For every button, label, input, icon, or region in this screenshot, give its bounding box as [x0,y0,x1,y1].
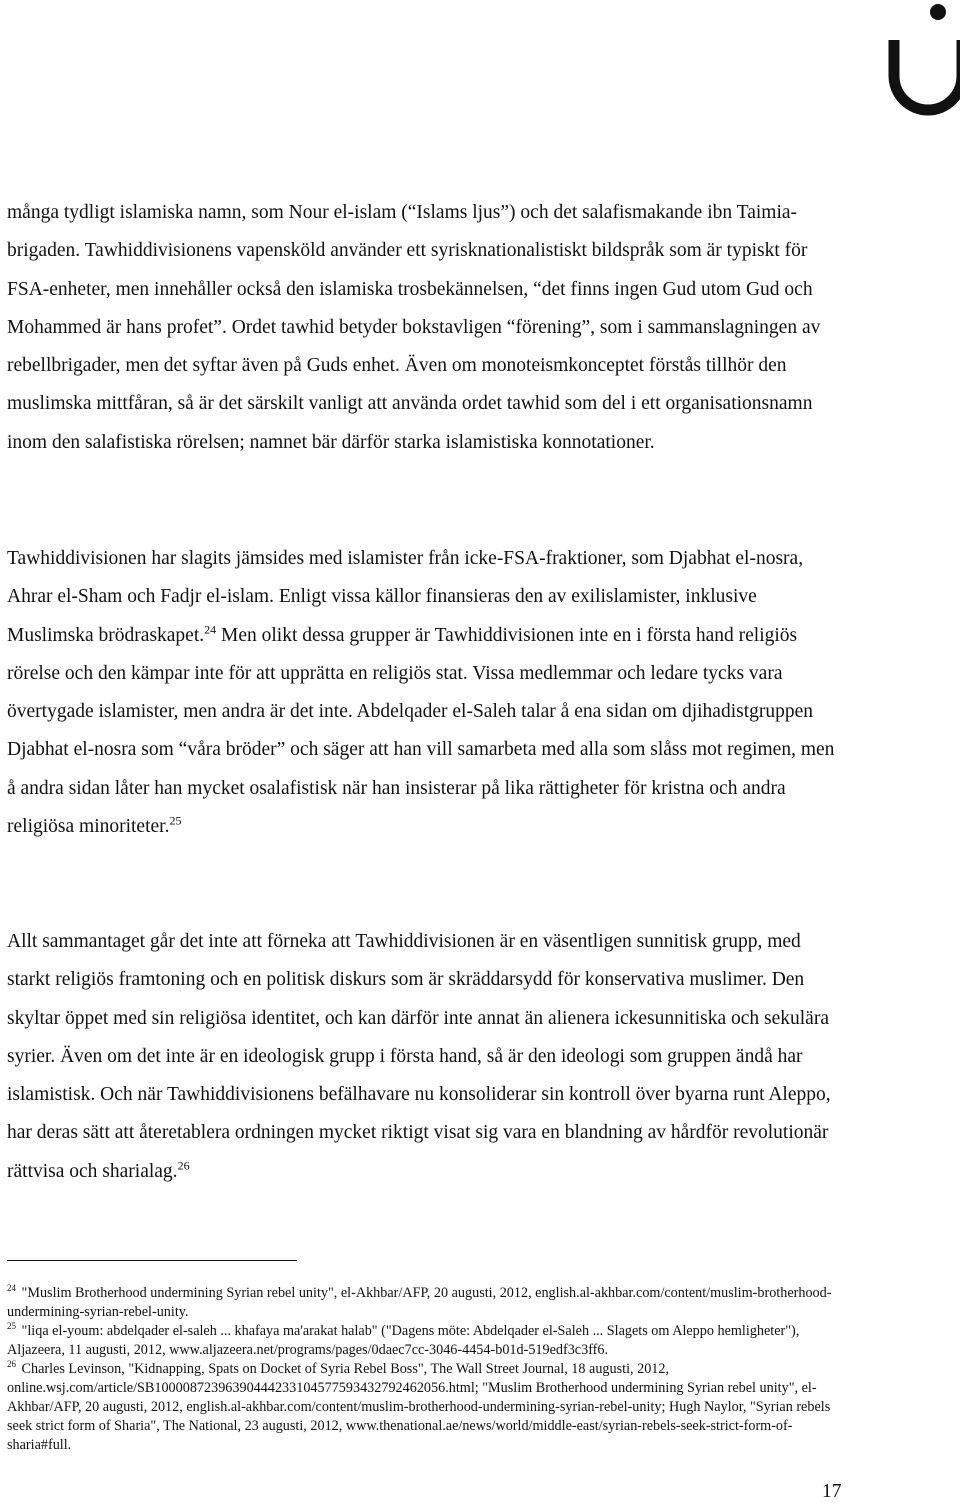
footnote-number: 25 [7,1321,16,1332]
u-umlaut-logo-icon [880,0,960,124]
footnote-26 [7,1360,837,1455]
footnote-ref-25[interactable]: 25 [169,813,182,828]
footnote-text: "Muslim Brotherhood undermining Syrian rebel unity", el-Akhbar/AFP, 20 augusti, 2012, english.al-akhbar.com/content/muslim-brotherhood-undermining-syrian-rebel-unity. [7,1285,832,1320]
footnote-text: "liqa el-youm: abdelqader el-saleh ... khafaya ma'arakat halab" ("Dagens möte: Abdelqader el-Saleh ... Slagets om Aleppo hemligheter"), Aljazeera, 11 augusti, 2012, www.aljazeera.net/programs/pages/0daec7cc-3046-4454-b01d-519edf3c3ff6. [7,1323,800,1358]
body-paragraph-1 [7,194,847,462]
body-paragraph-2 [7,540,847,846]
footnote-ref-26[interactable]: 26 [177,1158,190,1173]
footnotes [7,1284,837,1455]
paragraph-text: många tydligt islamiska namn, som Nour el-islam (“Islams ljus”) och det salafismakande ibn Taimia-brigaden. Tawhiddivisionens vapensköld använder ett syrisknationalistiskt bildspråk som är typiskt för FSA-enheter, men innehåller också den islamiska trosbekännelsen, “det finns ingen Gud utom Gud och Mohammed är hans profet”. Ordet tawhid betyder bokstavligen “förening”, som i sammanslagningen av rebellbrigader, men det syftar även på Guds enhet. Även om monoteismkonceptet förstås tillhör den muslimska mittfåran, så är det särskilt vanligt att använda ordet tawhid som del i ett organisationsnamn inom den salafistiska rörelsen; namnet bär därför starka islamistiska konnotationer. [7,202,821,453]
page-number: 17 [822,1481,842,1502]
footnote-separator [7,1260,297,1261]
paragraph-text: Men olikt dessa grupper är Tawhiddivisionen inte en i första hand religiös rörelse och den kämpar inte för att upprätta en religiös stat. Vissa medlemmar och ledare tycks vara övertygade islamister, men andra är det inte. Abdelqader el-Saleh talar å ena sidan om djihadistgruppen Djabhat el-nosra som “våra bröder” och säger att han vill samarbeta med alla som slåss mot regimen, men å andra sidan låter han mycket osalafistisk när han insisterar på lika rättigheter för kristna och andra religiösa minoriteter. [7,624,835,838]
footnote-number: 24 [7,1283,16,1294]
footnote-number: 26 [7,1359,16,1370]
footnote-24 [7,1284,837,1322]
paragraph-text: Allt sammantaget går det inte att förneka att Tawhiddivisionen är en väsentligen sunnitisk grupp, med starkt religiös framtoning och en politisk diskurs som är skräddarsydd för konservativa muslimer. Den skyltar öppet med sin religiösa identitet, och kan därför inte annat än alienera ickesunnitiska och sekulära syrier. Även om det inte är en ideologisk grupp i första hand, så är den ideologi som gruppen ändå har islamistisk. Och när Tawhiddivisionens befälhavare nu konsoliderar sin kontroll över byarna runt Aleppo, har deras sätt att återetablera ordningen mycket riktigt visat sig vara en blandning av hårdför revolutionär rättvisa och sharialag. [7,931,831,1182]
footnote-25 [7,1322,837,1360]
body-paragraph-3 [7,923,847,1191]
footnote-text: Charles Levinson, "Kidnapping, Spats on Docket of Syria Rebel Boss", The Wall Street Journal, 18 augusti, 2012, online.wsj.com/article/SB10000872396390444233104577593432792462056.html; "Muslim Brotherhood undermining Syrian rebel unity", el-Akhbar/AFP, 20 augusti, 2012, english.al-akhbar.com/content/muslim-brotherhood-undermining-syrian-rebel-unity; Hugh Naylor, "Syrian rebels seek strict form of Sharia", The National, 23 augusti, 2012, www.thenational.ae/news/world/middle-east/syrian-rebels-seek-strict-form-of-sharia#full. [7,1361,831,1453]
footnote-ref-24[interactable]: 24 [204,622,217,637]
paragraph-text: Tawhiddivisionen har slagits jämsides med islamister från icke-FSA-fraktioner, som Djabhat el-nosra, Ahrar el-Sham och Fadjr el-islam. Enligt vissa källor finansieras den av exilislamister, inklusive Muslimska brödraskapet. [7,548,804,646]
